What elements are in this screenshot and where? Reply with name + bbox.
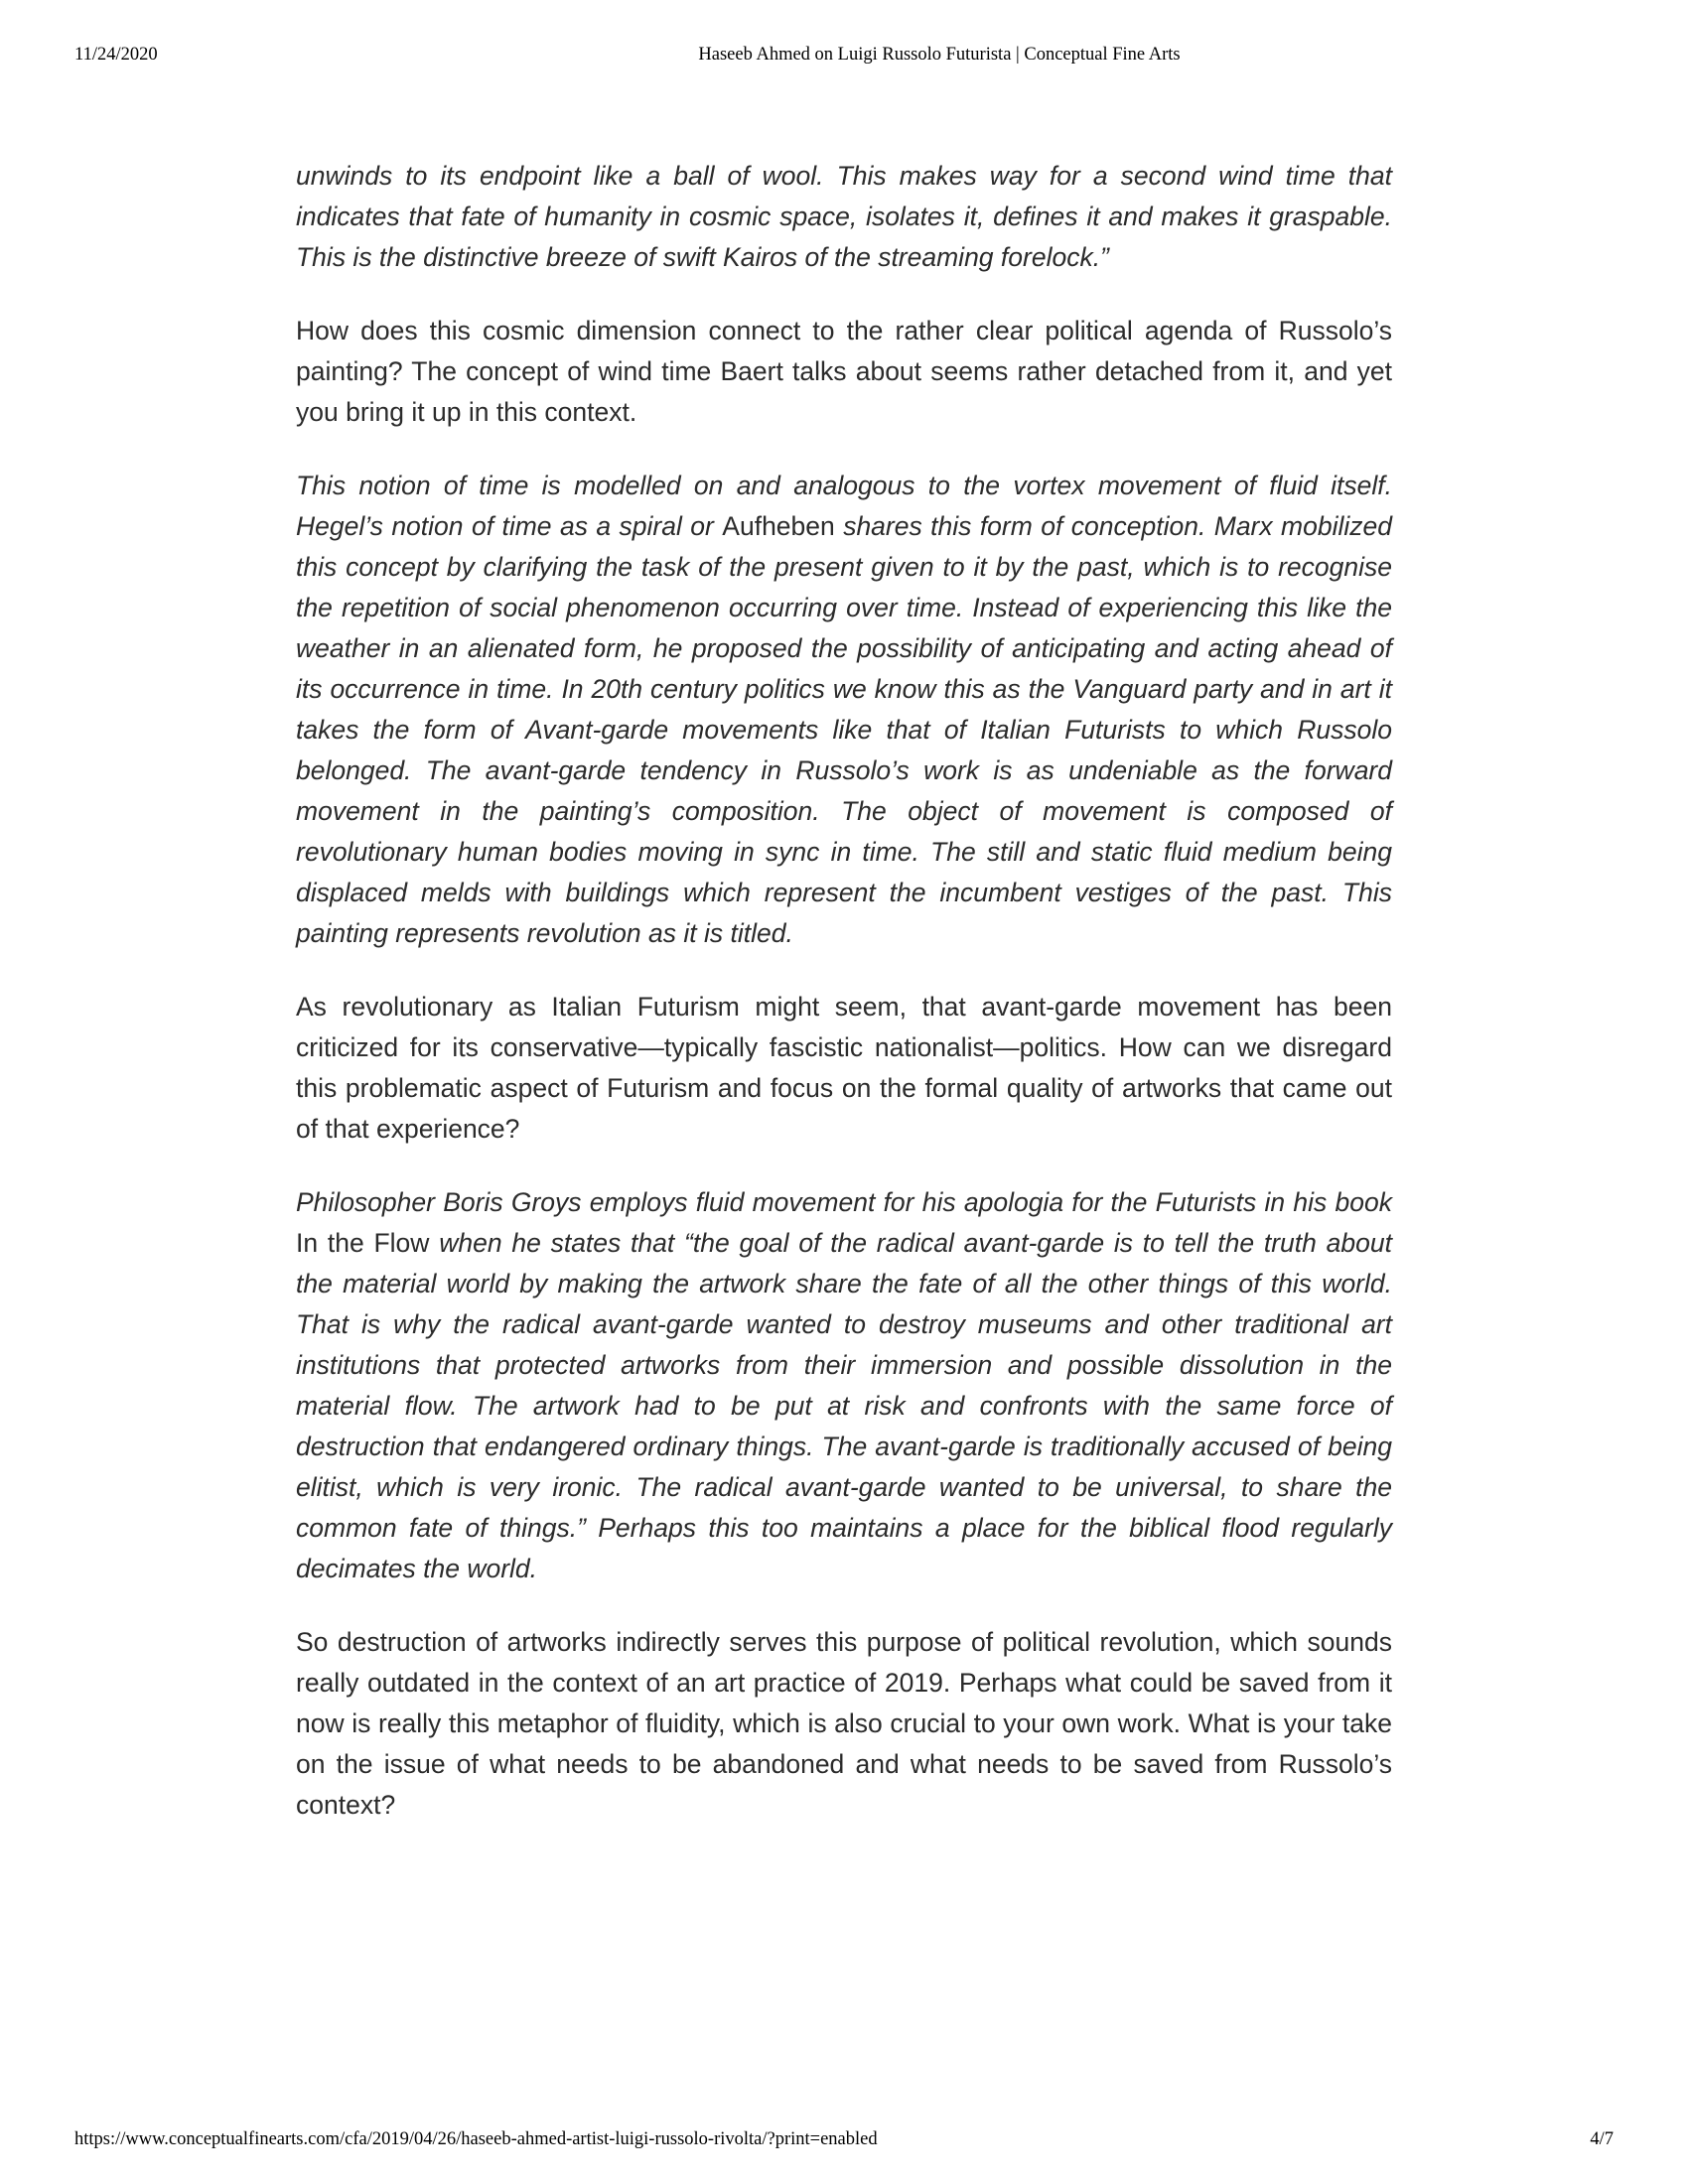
print-header — [0, 40, 1688, 69]
term-aufheben: Aufheben — [722, 511, 835, 541]
book-title-in-the-flow: In the Flow — [296, 1228, 430, 1258]
answer-paragraph — [296, 1182, 1392, 1589]
answer-text: This notion of time is modelled on and analogous to the vortex movement of fluid itself. Hegel’s notion of time as a spiral or — [296, 471, 1392, 541]
question-paragraph: So destruction of artworks indirectly serves this purpose of political revolution, which sounds really outdated in the context of an art practice of 2019. Perhaps what could be saved from it now is really this metaphor of fluidity, which is also crucial to your own work. What is your take on the issue of what needs to be abandoned and what needs to be saved from Russolo’s context? — [296, 1627, 1392, 1820]
interview-article — [296, 156, 1392, 1858]
print-footer — [0, 2124, 1688, 2154]
page-number: 4/7 — [1590, 2129, 1614, 2149]
page-title: Haseeb Ahmed on Luigi Russolo Futurista | Conceptual Fine Arts — [698, 45, 1181, 65]
answer-paragraph — [296, 466, 1392, 954]
page-url: https://www.conceptualfinearts.com/cfa/2019/04/26/haseeb-ahmed-artist-luigi-russolo-rivolta/?print=enabled — [74, 2129, 878, 2149]
question-paragraph: As revolutionary as Italian Futurism might seem, that avant-garde movement has been criticized for its conservative—typically fascistic nationalist—politics. How can we disregard this problematic aspect of Futurism and focus on the formal quality of artworks that came out of that experience? — [296, 992, 1392, 1144]
answer-text: when he states that “the goal of the radical avant-garde is to tell the truth about the material world by making the artwork share the fate of all the other things of this world. That is why the radical avant-garde wanted to destroy museums and other traditional art institutions that protected artworks from their immersion and possible dissolution in the material flow. The artwork had to be put at risk and confronts with the same force of destruction that endangered ordinary things. The avant-garde is traditionally accused of being elitist, which is very ironic. The radical avant-garde wanted to be universal, to share the common fate of things.” Perhaps this too maintains a place for the biblical flood regularly decimates the world. — [296, 1228, 1392, 1583]
answer-text: Philosopher Boris Groys employs fluid movement for his apologia for the Futurists in his book — [296, 1187, 1392, 1217]
answer-paragraph: unwinds to its endpoint like a ball of wool. This makes way for a second wind time that indicates that fate of humanity in cosmic space, isolates it, defines it and makes it graspable. This is the distinctive breeze of swift Kairos of the streaming forelock.” — [296, 161, 1392, 272]
print-date: 11/24/2020 — [74, 45, 158, 65]
answer-text: shares this form of conception. Marx mobilized this concept by clarifying the task of the present given to it by the past, which is to recognise the repetition of social phenomenon occurring over time. Instead of experiencing this like the weather in an alienated form, he proposed the possibility of anticipating and acting ahead of its occurrence in time. In 20th century politics we know this as the Vanguard party and in art it takes the form of Avant-garde movements like that of Italian Futurists to which Russolo belonged. The avant-garde tendency in Russolo’s work is as undeniable as the forward movement in the painting’s composition. The object of movement is composed of revolutionary human bodies moving in sync in time. The still and static fluid medium being displaced melds with buildings which represent the incumbent vestiges of the past. This painting represents revolution as it is titled. — [296, 511, 1392, 948]
question-paragraph: How does this cosmic dimension connect to the rather clear political agenda of Russolo’s painting? The concept of wind time Baert talks about seems rather detached from it, and yet you bring it up in this context. — [296, 316, 1392, 427]
